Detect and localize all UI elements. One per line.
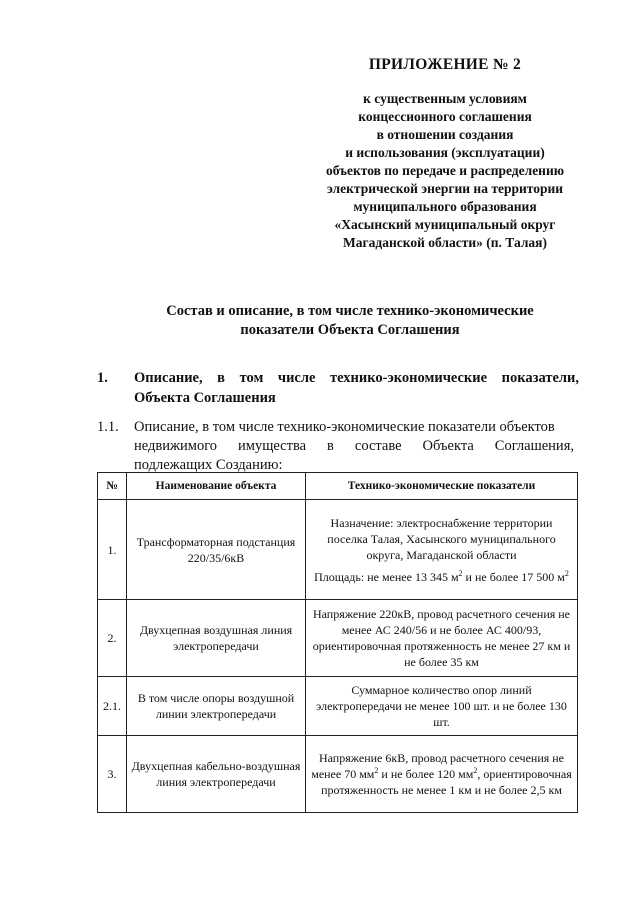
superscript: 2: [473, 766, 478, 775]
table-row: [98, 677, 578, 736]
object-indicators: [306, 500, 578, 600]
objects-table: [97, 472, 578, 813]
indicator-text: , ориентировочная протяженность не менее 1 км и не более 2,5 км: [321, 767, 572, 797]
item-number: 1.: [97, 370, 108, 386]
appendix-line: в отношении создания: [376, 127, 514, 142]
appendix-line: «Хасынский муниципальный округ: [334, 217, 556, 232]
appendix-line: муниципального образования: [353, 199, 537, 214]
paragraph-line: подлежащих Созданию:: [134, 457, 283, 473]
row-number: 2.: [98, 600, 127, 677]
appendix-line: к существенным условиям: [363, 91, 527, 106]
appendix-line: концессионного соглашения: [358, 109, 532, 124]
indicator-text: Назначение: электроснабжение территории поселка Талая, Хасынского муниципального округа, Магаданской области: [327, 515, 556, 562]
superscript: 2: [564, 568, 569, 578]
item-number: 1.1.: [97, 419, 119, 435]
indicator-text: Площадь: не менее 13 345 м: [314, 569, 459, 584]
row-number: 3.: [98, 736, 127, 813]
indicator-text: Напряжение 6кВ, провод расчетного сечения не менее 70 мм: [311, 751, 565, 781]
indicator-area: [310, 569, 573, 585]
appendix-heading: ПРИЛОЖЕНИЕ № 2: [368, 56, 522, 73]
appendix-line: объектов по передаче и распределению: [325, 163, 565, 178]
section-title: [130, 302, 570, 340]
object-name: Двухцепная воздушная линия электропередачи: [127, 600, 306, 677]
section-title-line: Состав и описание, в том числе технико-экономические: [166, 303, 534, 319]
appendix-line: Магаданской области» (п. Талая): [343, 235, 547, 250]
appendix-line: электрической энергии на территории: [326, 181, 564, 196]
item-text: Объекта Соглашения: [134, 390, 276, 406]
header-number: №: [98, 473, 127, 500]
row-number: 1.: [98, 500, 127, 600]
table-row: [98, 500, 578, 600]
paragraph-line: Описание, в том числе технико-экономические показатели объектов: [134, 419, 555, 435]
object-indicators: Суммарное количество опор линий электропередачи не менее 100 шт. и не более 130 шт.: [306, 677, 578, 736]
object-indicators: [306, 736, 578, 813]
object-name: Трансформаторная подстанция 220/35/6кВ: [127, 500, 306, 600]
table-row: [98, 600, 578, 677]
superscript: 2: [374, 766, 379, 775]
header-indicators: Технико-экономические показатели: [306, 473, 578, 500]
row-number: 2.1.: [98, 677, 127, 736]
indicator-text: и не более 17 500 м: [462, 569, 565, 584]
object-name: В том числе опоры воздушной линии электропередачи: [127, 677, 306, 736]
table-row: [98, 736, 578, 813]
paragraph-line: недвижимого имущества в составе Объекта Соглашения,: [134, 438, 574, 454]
table-header-row: [98, 473, 578, 500]
object-indicators: Напряжение 220кВ, провод расчетного сечения не менее АС 240/56 и не более АС 400/93, ориентировочная протяженность не менее 27 км и не более 35 км: [306, 600, 578, 677]
appendix-header: [300, 56, 590, 252]
item-text: Описание, в том числе технико-экономические показатели,: [134, 370, 579, 386]
header-object-name: Наименование объекта: [127, 473, 306, 500]
section-title-line: показатели Объекта Соглашения: [240, 322, 460, 338]
appendix-line: и использования (эксплуатации): [345, 145, 545, 160]
superscript: 2: [458, 568, 463, 578]
indicator-text: и не более 120 мм: [378, 767, 474, 781]
object-name: Двухцепная кабельно-воздушная линия электропередачи: [127, 736, 306, 813]
